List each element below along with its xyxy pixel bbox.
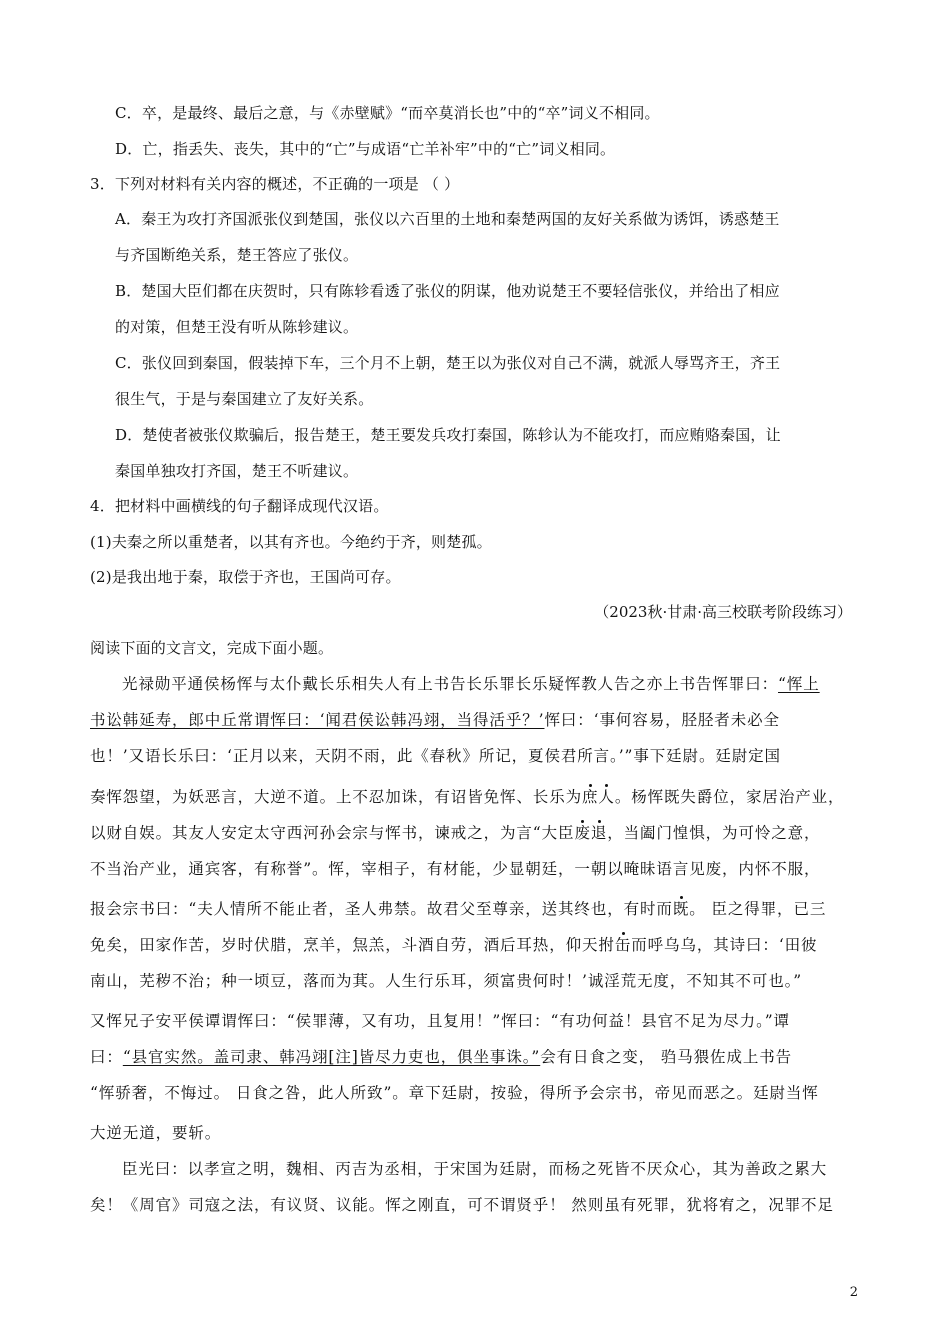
page-number: 2 bbox=[849, 1285, 858, 1300]
q3-option-c-line2: 很生气，于是与秦国建立了友好关系。 bbox=[115, 390, 374, 408]
underlined-sentence: 书讼韩延寿，郎中丘常谓恽曰：‘闻君侯讼韩冯翊，当得活乎？’ bbox=[90, 711, 545, 729]
passage-text: 。杨恽既失爵位，家居治产业， bbox=[614, 788, 845, 806]
passage-text: 会有日食之变， 驺马猥佐成上书告 bbox=[540, 1048, 793, 1066]
dotted-character: 既 bbox=[672, 900, 690, 918]
underlined-sentence: “恽上 bbox=[778, 675, 820, 693]
passage-line-1 bbox=[122, 674, 820, 694]
passage-line-5 bbox=[90, 823, 820, 843]
passage-line-8 bbox=[90, 935, 817, 955]
q3-stem: 3．下列对材料有关内容的概述，不正确的一项是 （ ） bbox=[90, 175, 460, 193]
q2-option-d: D．亡，指丢失、丧失，其中的“亡”与成语“亡羊补牢”中的“亡”词义相同。 bbox=[115, 140, 616, 158]
reading-instruction: 阅读下面的文言文，完成下面小题。 bbox=[90, 639, 334, 657]
passage-line-9: 南山，芜秽不治；种一顷豆，落而为萁。人生行乐耳，须富贵何时！’诚淫荒无度，不知其不可也。” bbox=[90, 972, 803, 990]
passage-line-3: 也！’又语长乐曰：‘正月以来，天阴不雨，此《春秋》所记，夏侯君所言。’”事下廷尉。廷尉定国 bbox=[90, 747, 781, 765]
passage-text: 。 臣之得罪，已三 bbox=[689, 900, 827, 918]
q3-option-c-line1: C．张仪回到秦国，假装掉下车，三个月不上朝，楚王以为张仪对自己不满，就派人辱骂齐王，齐王 bbox=[115, 354, 781, 372]
passage-line-12: “恽骄奢，不悔过。 日食之咎，此人所致”。章下廷尉，按验，得所予会宗书，帝见而恶之。廷尉当恽 bbox=[90, 1084, 819, 1102]
passage-text: 而呼乌乌，其诗曰：‘田彼 bbox=[631, 936, 818, 954]
passage-line-6: 不当治产业，通宾客，有称誉”。恽，宰相子，有材能，少显朝廷，一朝以晻昧语言见废，内怀不服， bbox=[90, 860, 821, 878]
underlined-sentence: “县官实然。盖司隶、韩冯翊[注]皆尽力吏也，俱坐事诛。” bbox=[122, 1048, 541, 1066]
passage-line-4 bbox=[90, 787, 844, 807]
q3-option-a-line1: A．秦王为攻打齐国派张仪到楚国，张仪以六百里的土地和秦楚两国的友好关系做为诱饵，诱惑楚王 bbox=[115, 210, 780, 228]
dotted-character: 废 bbox=[574, 824, 591, 842]
passage-text: 曰： bbox=[90, 1048, 123, 1066]
q3-option-d-line1: D．楚使者被张仪欺骗后，报告楚王，楚王要发兵攻打秦国，陈轸认为不能攻打，而应贿赂秦国，让 bbox=[115, 426, 781, 444]
dotted-character: 人 bbox=[598, 788, 615, 806]
passage-text: 恽曰：‘事何容易，胫胫者未必全 bbox=[544, 711, 780, 729]
passage-text: 报会宗书曰：“夫人情所不能止者，圣人弗禁。故君父至尊亲，送其终也，有时而 bbox=[90, 900, 673, 918]
q4-sentence-2: (2)是我出地于秦，取偿于齐也，王国尚可存。 bbox=[90, 568, 401, 586]
passage-line-15: 矣！《周官》司寇之法，有议贤、议能。恽之刚直，可不谓贤乎！ 然则虽有死罪，犹将宥之，况罪不足 bbox=[90, 1196, 834, 1214]
passage-text: 奏恽怨望，为妖恶言，大逆不道。上不忍加诛，有诏皆免恽、长乐为 bbox=[90, 788, 583, 806]
passage-line-7 bbox=[90, 899, 826, 919]
passage-line-14: 臣光曰：以孝宣之明，魏相、丙吉为丞相，于宋国为廷尉，而杨之死皆不厌众心，其为善政之累大 bbox=[122, 1160, 828, 1178]
dotted-character: 缶 bbox=[614, 936, 632, 954]
q3-option-b-line2: 的对策，但楚王没有听从陈轸建议。 bbox=[115, 318, 359, 336]
passage-text: 免矣，田家作苦，岁时伏腊，烹羊，炰羔，斗酒自劳，酒后耳热，仰天拊 bbox=[90, 936, 615, 954]
passage-line-10: 又恽兄子安平侯谭谓恽曰：“侯罪薄，又有功，且复用！”恽曰：“有功何益！县官不足为尽力。”谭 bbox=[90, 1012, 790, 1030]
q3-option-d-line2: 秦国单独攻打齐国，楚王不听建议。 bbox=[115, 462, 359, 480]
passage-line-13: 大逆无道，要斩。 bbox=[90, 1124, 222, 1142]
source-note: （2023秋·甘肃·高三校联考阶段练习） bbox=[594, 603, 852, 621]
passage-line-2 bbox=[90, 710, 780, 730]
passage-text: 光禄勋平通侯杨恽与太仆戴长乐相失人有上书告长乐罪长乐疑恽教人告之亦上书告恽罪曰： bbox=[122, 675, 779, 693]
q2-option-c: C．卒，是最终、最后之意，与《赤壁赋》“而卒莫消长也”中的“卒”词义不相同。 bbox=[115, 104, 660, 122]
passage-line-11 bbox=[90, 1047, 792, 1067]
q3-option-a-line2: 与齐国断绝关系，楚王答应了张仪。 bbox=[115, 246, 359, 264]
q3-option-b-line1: B．楚国大臣们都在庆贺时，只有陈轸看透了张仪的阴谋，他劝说楚王不要轻信张仪，并给出了相应 bbox=[115, 282, 780, 300]
passage-text: ，当阖门惶惧，为可怜之意， bbox=[607, 824, 821, 842]
q4-sentence-1: (1)夫秦之所以重楚者，以其有齐也。今绝约于齐，则楚孤。 bbox=[90, 533, 492, 551]
dotted-character: 庶 bbox=[582, 788, 599, 806]
passage-text: 以财自娱。其友人安定太守西河孙会宗与恽书，谏戒之，为言“大臣 bbox=[90, 824, 575, 842]
dotted-character: 退 bbox=[590, 824, 608, 842]
q4-stem: 4．把材料中画横线的句子翻译成现代汉语。 bbox=[90, 497, 389, 515]
